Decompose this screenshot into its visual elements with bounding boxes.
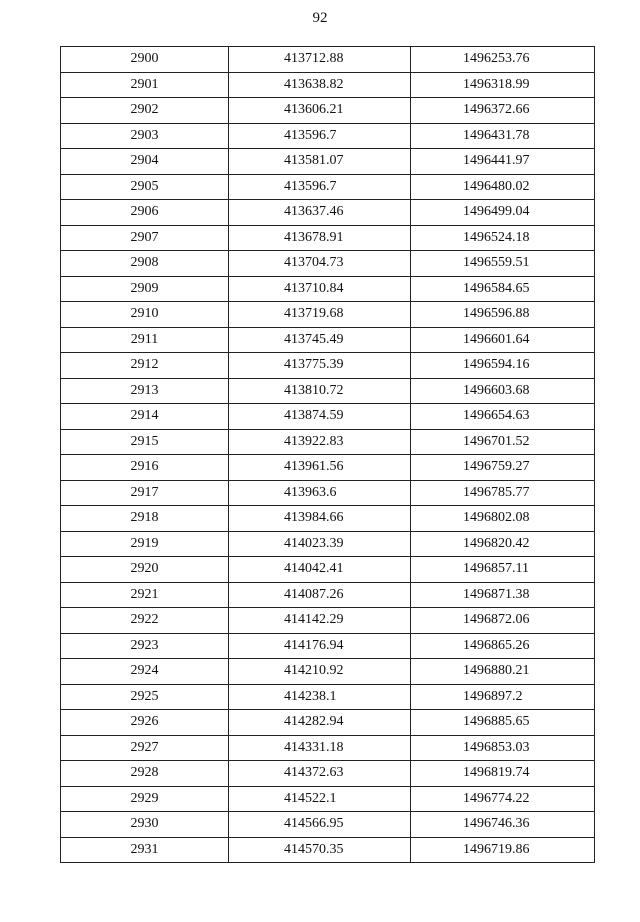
table-row [61, 429, 595, 455]
table-row [61, 557, 595, 583]
x-coordinate-cell: 413719.68 [229, 302, 411, 328]
x-coordinate-cell: 413678.91 [229, 225, 411, 251]
y-coordinate-cell: 1496584.65 [411, 276, 595, 302]
y-coordinate-cell: 1496885.65 [411, 710, 595, 736]
point-number-cell: 2930 [61, 812, 229, 838]
x-coordinate-cell: 414023.39 [229, 531, 411, 557]
y-coordinate-cell: 1496871.38 [411, 582, 595, 608]
table-row [61, 735, 595, 761]
x-coordinate-cell: 414142.29 [229, 608, 411, 634]
point-number-cell: 2921 [61, 582, 229, 608]
table-row [61, 378, 595, 404]
y-coordinate-cell: 1496880.21 [411, 659, 595, 685]
x-coordinate-cell: 413638.82 [229, 72, 411, 98]
table-row [61, 608, 595, 634]
table-row [61, 837, 595, 863]
table-row [61, 786, 595, 812]
y-coordinate-cell: 1496802.08 [411, 506, 595, 532]
table-row [61, 98, 595, 124]
y-coordinate-cell: 1496559.51 [411, 251, 595, 277]
table-row [61, 455, 595, 481]
x-coordinate-cell: 413596.7 [229, 123, 411, 149]
point-number-cell: 2910 [61, 302, 229, 328]
x-coordinate-cell: 413874.59 [229, 404, 411, 430]
x-coordinate-cell: 413637.46 [229, 200, 411, 226]
x-coordinate-cell: 413712.88 [229, 47, 411, 73]
y-coordinate-cell: 1496872.06 [411, 608, 595, 634]
y-coordinate-cell: 1496372.66 [411, 98, 595, 124]
table-row [61, 225, 595, 251]
x-coordinate-cell: 413984.66 [229, 506, 411, 532]
table-row [61, 200, 595, 226]
y-coordinate-cell: 1496594.16 [411, 353, 595, 379]
table-row [61, 149, 595, 175]
y-coordinate-cell: 1496601.64 [411, 327, 595, 353]
x-coordinate-cell: 414522.1 [229, 786, 411, 812]
y-coordinate-cell: 1496441.97 [411, 149, 595, 175]
table-row [61, 72, 595, 98]
y-coordinate-cell: 1496719.86 [411, 837, 595, 863]
x-coordinate-cell: 413963.6 [229, 480, 411, 506]
x-coordinate-cell: 413606.21 [229, 98, 411, 124]
table-row [61, 327, 595, 353]
point-number-cell: 2901 [61, 72, 229, 98]
y-coordinate-cell: 1496774.22 [411, 786, 595, 812]
point-number-cell: 2912 [61, 353, 229, 379]
x-coordinate-cell: 414331.18 [229, 735, 411, 761]
x-coordinate-cell: 413810.72 [229, 378, 411, 404]
y-coordinate-cell: 1496785.77 [411, 480, 595, 506]
y-coordinate-cell: 1496596.88 [411, 302, 595, 328]
point-number-cell: 2902 [61, 98, 229, 124]
x-coordinate-cell: 413581.07 [229, 149, 411, 175]
point-number-cell: 2909 [61, 276, 229, 302]
x-coordinate-cell: 414282.94 [229, 710, 411, 736]
x-coordinate-cell: 414570.35 [229, 837, 411, 863]
point-number-cell: 2914 [61, 404, 229, 430]
x-coordinate-cell: 413961.56 [229, 455, 411, 481]
y-coordinate-cell: 1496865.26 [411, 633, 595, 659]
point-number-cell: 2907 [61, 225, 229, 251]
x-coordinate-cell: 413775.39 [229, 353, 411, 379]
coordinates-table-body [61, 47, 595, 863]
point-number-cell: 2923 [61, 633, 229, 659]
table-row [61, 659, 595, 685]
table-row [61, 353, 595, 379]
table-row [61, 251, 595, 277]
table-row [61, 761, 595, 787]
point-number-cell: 2926 [61, 710, 229, 736]
y-coordinate-cell: 1496603.68 [411, 378, 595, 404]
x-coordinate-cell: 414176.94 [229, 633, 411, 659]
x-coordinate-cell: 414238.1 [229, 684, 411, 710]
point-number-cell: 2928 [61, 761, 229, 787]
x-coordinate-cell: 413596.7 [229, 174, 411, 200]
point-number-cell: 2924 [61, 659, 229, 685]
y-coordinate-cell: 1496819.74 [411, 761, 595, 787]
point-number-cell: 2911 [61, 327, 229, 353]
x-coordinate-cell: 414210.92 [229, 659, 411, 685]
point-number-cell: 2906 [61, 200, 229, 226]
point-number-cell: 2927 [61, 735, 229, 761]
x-coordinate-cell: 414566.95 [229, 812, 411, 838]
point-number-cell: 2920 [61, 557, 229, 583]
y-coordinate-cell: 1496746.36 [411, 812, 595, 838]
table-row [61, 812, 595, 838]
table-row [61, 404, 595, 430]
table-row [61, 302, 595, 328]
x-coordinate-cell: 414087.26 [229, 582, 411, 608]
point-number-cell: 2922 [61, 608, 229, 634]
table-row [61, 276, 595, 302]
x-coordinate-cell: 413710.84 [229, 276, 411, 302]
page-number: 92 [312, 10, 328, 26]
x-coordinate-cell: 413922.83 [229, 429, 411, 455]
point-number-cell: 2917 [61, 480, 229, 506]
table-row [61, 47, 595, 73]
point-number-cell: 2929 [61, 786, 229, 812]
point-number-cell: 2904 [61, 149, 229, 175]
x-coordinate-cell: 414372.63 [229, 761, 411, 787]
table-row [61, 633, 595, 659]
point-number-cell: 2918 [61, 506, 229, 532]
point-number-cell: 2900 [61, 47, 229, 73]
x-coordinate-cell: 413745.49 [229, 327, 411, 353]
point-number-cell: 2908 [61, 251, 229, 277]
y-coordinate-cell: 1496857.11 [411, 557, 595, 583]
table-row [61, 684, 595, 710]
y-coordinate-cell: 1496759.27 [411, 455, 595, 481]
point-number-cell: 2919 [61, 531, 229, 557]
table-row [61, 174, 595, 200]
point-number-cell: 2915 [61, 429, 229, 455]
table-row [61, 582, 595, 608]
table-row [61, 710, 595, 736]
y-coordinate-cell: 1496654.63 [411, 404, 595, 430]
point-number-cell: 2925 [61, 684, 229, 710]
point-number-cell: 2916 [61, 455, 229, 481]
y-coordinate-cell: 1496897.2 [411, 684, 595, 710]
table-row [61, 531, 595, 557]
table-row [61, 123, 595, 149]
x-coordinate-cell: 414042.41 [229, 557, 411, 583]
y-coordinate-cell: 1496431.78 [411, 123, 595, 149]
y-coordinate-cell: 1496318.99 [411, 72, 595, 98]
table-row [61, 506, 595, 532]
table-row [61, 480, 595, 506]
coordinates-table [60, 46, 595, 863]
y-coordinate-cell: 1496853.03 [411, 735, 595, 761]
point-number-cell: 2905 [61, 174, 229, 200]
y-coordinate-cell: 1496253.76 [411, 47, 595, 73]
point-number-cell: 2903 [61, 123, 229, 149]
y-coordinate-cell: 1496701.52 [411, 429, 595, 455]
y-coordinate-cell: 1496524.18 [411, 225, 595, 251]
y-coordinate-cell: 1496820.42 [411, 531, 595, 557]
x-coordinate-cell: 413704.73 [229, 251, 411, 277]
y-coordinate-cell: 1496499.04 [411, 200, 595, 226]
y-coordinate-cell: 1496480.02 [411, 174, 595, 200]
point-number-cell: 2931 [61, 837, 229, 863]
point-number-cell: 2913 [61, 378, 229, 404]
